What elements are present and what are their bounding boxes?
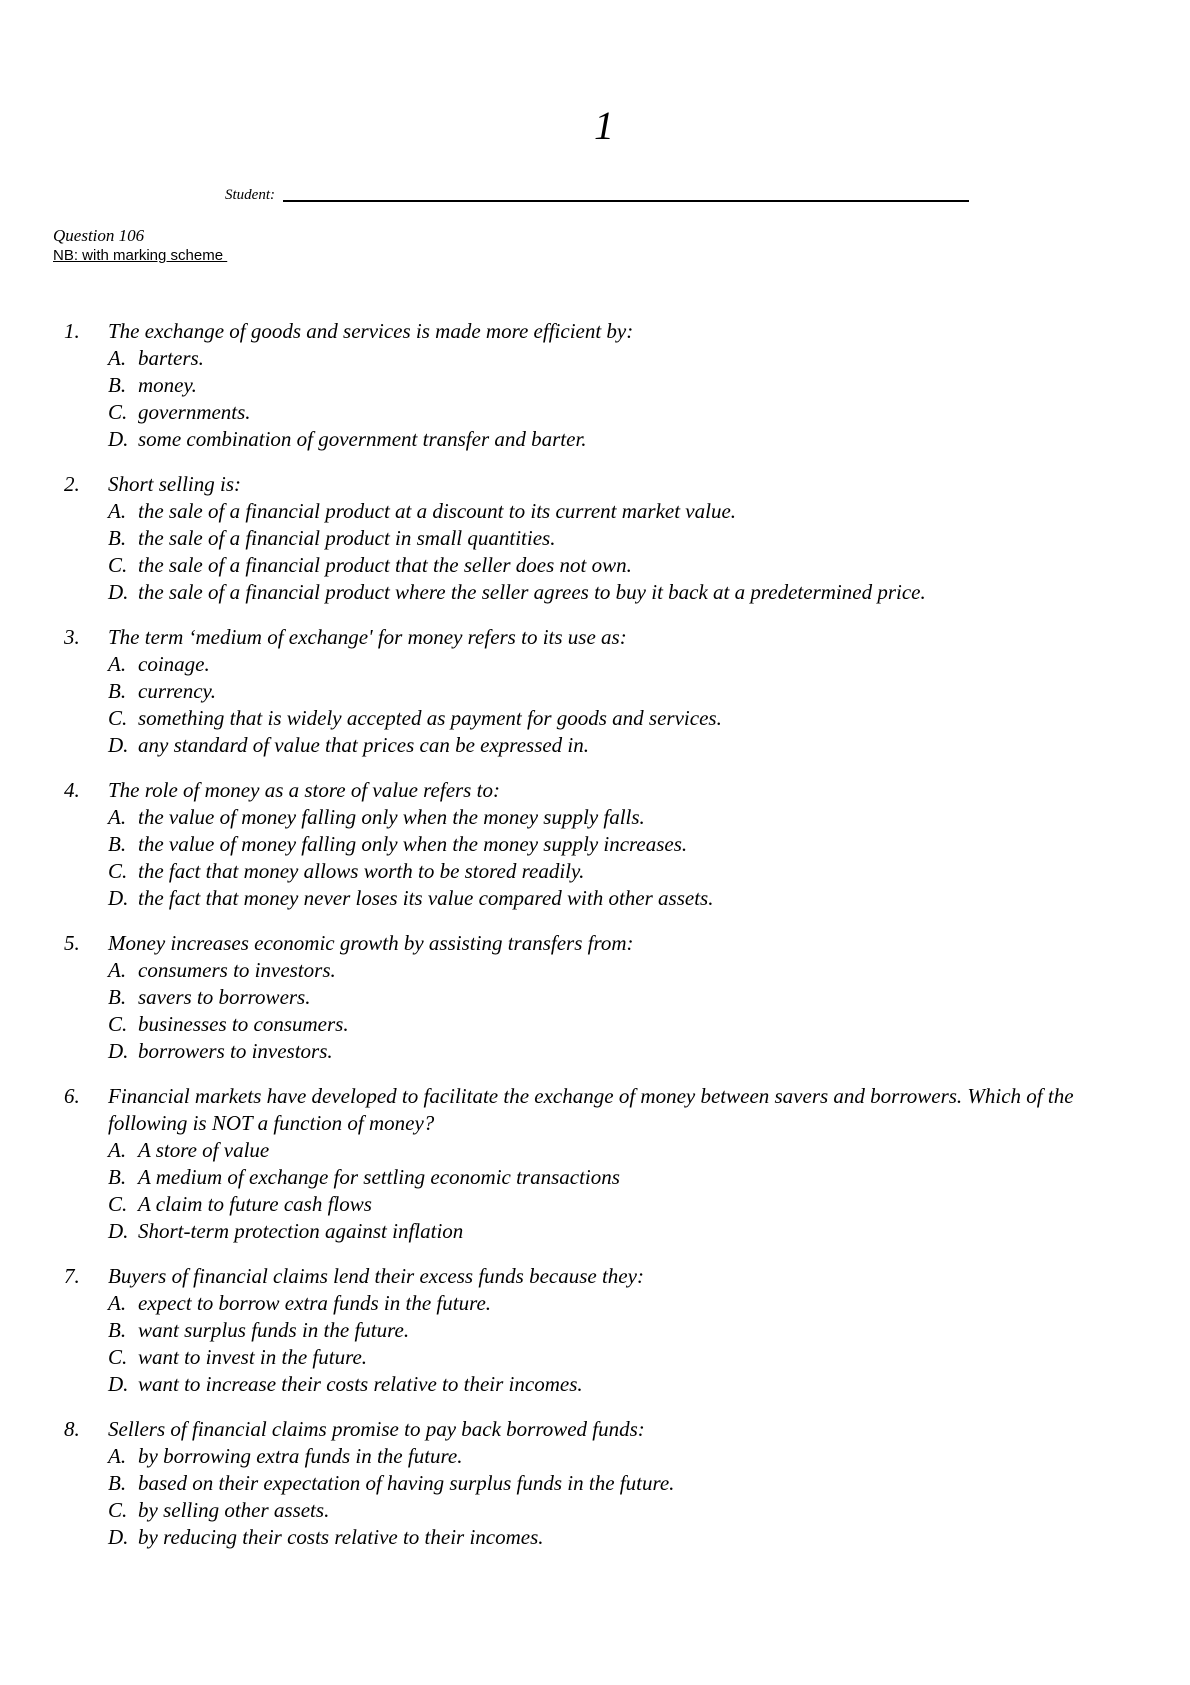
option-text: want to invest in the future.	[138, 1345, 368, 1369]
option-text: something that is widely accepted as payment for goods and services.	[138, 706, 722, 730]
answer-option	[108, 678, 1154, 705]
option-letter: A.	[108, 652, 127, 676]
answer-option	[108, 345, 1154, 372]
question-item	[64, 930, 1154, 1065]
option-letter: C.	[108, 706, 128, 730]
answer-option	[108, 1317, 1154, 1344]
option-text: the fact that money never loses its value compared with other assets.	[138, 886, 714, 910]
question-stem: The role of money as a store of value refers to:	[108, 778, 500, 802]
answer-option	[108, 1218, 1154, 1245]
question-stem-row	[64, 624, 1154, 651]
option-letter: B.	[108, 985, 127, 1009]
option-text: want surplus funds in the future.	[138, 1318, 410, 1342]
question-item	[64, 471, 1154, 606]
option-text: by borrowing extra funds in the future.	[138, 1444, 463, 1468]
option-letter: A.	[108, 805, 127, 829]
question-stem-row	[64, 930, 1154, 957]
question-id: Question 106	[53, 226, 145, 245]
question-stem-row	[64, 777, 1154, 804]
answer-option	[108, 1497, 1154, 1524]
question-item	[64, 1416, 1154, 1551]
option-letter: B.	[108, 526, 127, 550]
student-name-line	[283, 200, 969, 202]
option-letter: D.	[108, 580, 129, 604]
option-text: money.	[138, 373, 197, 397]
answer-options	[64, 345, 1154, 453]
answer-option	[108, 1443, 1154, 1470]
option-letter: A.	[108, 1444, 127, 1468]
question-number: 1.	[64, 319, 80, 343]
question-number: 3.	[64, 625, 80, 649]
option-letter: D.	[108, 733, 129, 757]
option-text: borrowers to investors.	[138, 1039, 333, 1063]
answer-option	[108, 858, 1154, 885]
question-list	[64, 318, 1154, 1569]
answer-option	[108, 1038, 1154, 1065]
question-item	[64, 624, 1154, 759]
option-text: any standard of value that prices can be expressed in.	[138, 733, 590, 757]
answer-option	[108, 1137, 1154, 1164]
answer-option	[108, 579, 1154, 606]
option-letter: A.	[108, 499, 127, 523]
option-text: governments.	[138, 400, 251, 424]
answer-option	[108, 804, 1154, 831]
answer-option	[108, 1371, 1154, 1398]
answer-options	[64, 1290, 1154, 1398]
question-stem: Sellers of financial claims promise to pay back borrowed funds:	[108, 1417, 645, 1441]
marking-note: NB: with marking scheme	[53, 247, 228, 264]
answer-option	[108, 1344, 1154, 1371]
option-letter: C.	[108, 1012, 128, 1036]
option-letter: D.	[108, 1372, 129, 1396]
answer-option	[108, 984, 1154, 1011]
option-letter: C.	[108, 1192, 128, 1216]
answer-option	[108, 705, 1154, 732]
option-letter: C.	[108, 1345, 128, 1369]
option-letter: D.	[108, 1525, 129, 1549]
answer-options	[64, 804, 1154, 912]
option-text: the value of money falling only when the money supply increases.	[138, 832, 688, 856]
student-label: Student:	[225, 187, 275, 203]
option-text: coinage.	[138, 652, 210, 676]
answer-option	[108, 525, 1154, 552]
answer-option	[108, 885, 1154, 912]
question-header	[53, 226, 227, 265]
option-text: A claim to future cash flows	[138, 1192, 372, 1216]
question-item	[64, 1263, 1154, 1398]
option-letter: C.	[108, 859, 128, 883]
answer-option	[108, 831, 1154, 858]
option-text: businesses to consumers.	[138, 1012, 349, 1036]
answer-option	[108, 1191, 1154, 1218]
option-text: the sale of a financial product in small quantities.	[138, 526, 556, 550]
option-text: the sale of a financial product at a discount to its current market value.	[138, 499, 737, 523]
question-number: 7.	[64, 1264, 80, 1288]
question-stem-row	[64, 471, 1154, 498]
answer-options	[64, 498, 1154, 606]
question-stem-row	[64, 318, 1154, 345]
page-number: 1	[594, 103, 614, 148]
option-text: Short-term protection against inflation	[138, 1219, 464, 1243]
answer-options	[64, 1443, 1154, 1551]
option-text: consumers to investors.	[138, 958, 336, 982]
question-stem: Financial markets have developed to facilitate the exchange of money between savers and borrowers. Which of the following is NOT a function of money?	[108, 1084, 1074, 1135]
option-letter: B.	[108, 1318, 127, 1342]
option-letter: A.	[108, 1291, 127, 1315]
option-letter: B.	[108, 832, 127, 856]
option-text: savers to borrowers.	[138, 985, 311, 1009]
option-text: the sale of a financial product where the seller agrees to buy it back at a predetermined price.	[138, 580, 926, 604]
answer-option	[108, 957, 1154, 984]
answer-option	[108, 732, 1154, 759]
answer-option	[108, 651, 1154, 678]
option-text: want to increase their costs relative to their incomes.	[138, 1372, 583, 1396]
option-text: the fact that money allows worth to be stored readily.	[138, 859, 585, 883]
answer-option	[108, 399, 1154, 426]
option-letter: B.	[108, 679, 127, 703]
question-item	[64, 1083, 1154, 1245]
option-letter: B.	[108, 1165, 127, 1189]
option-text: some combination of government transfer and barter.	[138, 427, 587, 451]
option-text: A store of value	[138, 1138, 270, 1162]
option-letter: D.	[108, 1039, 129, 1063]
option-text: based on their expectation of having surplus funds in the future.	[138, 1471, 675, 1495]
answer-options	[64, 957, 1154, 1065]
answer-option	[108, 1164, 1154, 1191]
option-text: by selling other assets.	[138, 1498, 330, 1522]
question-item	[64, 777, 1154, 912]
question-stem-row	[64, 1416, 1154, 1443]
question-stem-row	[64, 1263, 1154, 1290]
option-letter: A.	[108, 1138, 127, 1162]
answer-option	[108, 1011, 1154, 1038]
question-number: 4.	[64, 778, 80, 802]
option-text: the value of money falling only when the money supply falls.	[138, 805, 645, 829]
option-letter: C.	[108, 553, 128, 577]
option-letter: D.	[108, 1219, 129, 1243]
option-letter: B.	[108, 373, 127, 397]
option-text: expect to borrow extra funds in the future.	[138, 1291, 492, 1315]
question-number: 5.	[64, 931, 80, 955]
option-letter: D.	[108, 886, 129, 910]
answer-option	[108, 1524, 1154, 1551]
question-stem: Buyers of financial claims lend their excess funds because they:	[108, 1264, 644, 1288]
option-letter: A.	[108, 958, 127, 982]
question-number: 6.	[64, 1084, 80, 1108]
option-letter: D.	[108, 427, 129, 451]
option-text: the sale of a financial product that the seller does not own.	[138, 553, 632, 577]
question-number: 8.	[64, 1417, 80, 1441]
option-letter: C.	[108, 400, 128, 424]
option-text: A medium of exchange for settling economic transactions	[138, 1165, 620, 1189]
answer-options	[64, 1137, 1154, 1245]
question-stem: The exchange of goods and services is made more efficient by:	[108, 319, 634, 343]
answer-option	[108, 552, 1154, 579]
answer-option	[108, 1290, 1154, 1317]
question-stem: Money increases economic growth by assisting transfers from:	[108, 931, 634, 955]
question-stem: Short selling is:	[108, 472, 242, 496]
option-letter: A.	[108, 346, 127, 370]
question-stem-row	[64, 1083, 1154, 1137]
option-text: by reducing their costs relative to their incomes.	[138, 1525, 544, 1549]
answer-options	[64, 651, 1154, 759]
question-item	[64, 318, 1154, 453]
option-text: barters.	[138, 346, 204, 370]
answer-option	[108, 372, 1154, 399]
option-letter: B.	[108, 1471, 127, 1495]
answer-option	[108, 498, 1154, 525]
student-row	[225, 180, 969, 204]
question-number: 2.	[64, 472, 80, 496]
answer-option	[108, 426, 1154, 453]
question-stem: The term ‘medium of exchange' for money refers to its use as:	[108, 625, 627, 649]
option-letter: C.	[108, 1498, 128, 1522]
option-text: currency.	[138, 679, 216, 703]
answer-option	[108, 1470, 1154, 1497]
